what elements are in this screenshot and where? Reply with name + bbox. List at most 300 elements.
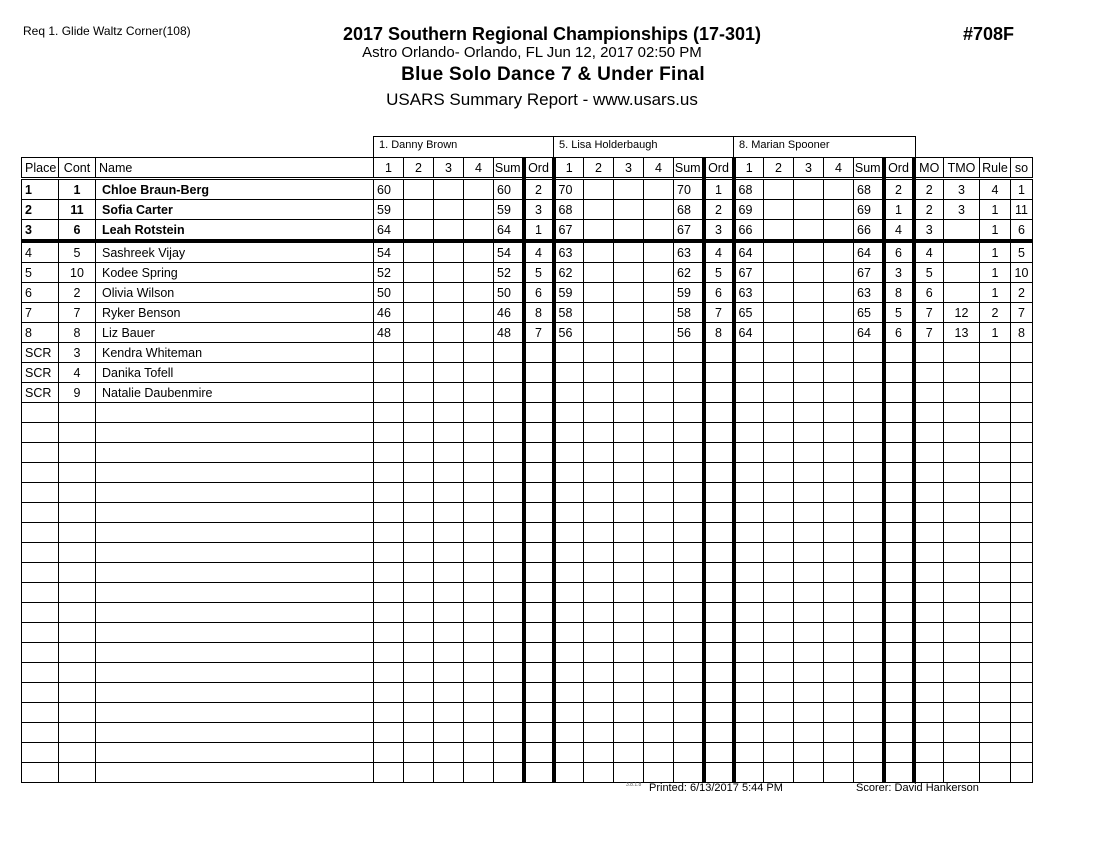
empty-cell (854, 623, 884, 643)
empty-cell (59, 763, 96, 783)
cont-cell: 5 (59, 241, 96, 263)
score-cell (404, 303, 434, 323)
empty-cell (524, 403, 554, 423)
empty-cell (96, 523, 374, 543)
sum-cell (854, 363, 884, 383)
empty-cell (794, 663, 824, 683)
empty-cell (764, 523, 794, 543)
ord-cell: 3 (704, 220, 734, 242)
empty-cell (96, 643, 374, 663)
empty-cell (674, 483, 704, 503)
ord-cell: 1 (524, 220, 554, 242)
ord-cell: 3 (524, 200, 554, 220)
empty-cell (884, 403, 914, 423)
empty-cell (764, 543, 794, 563)
empty-cell (884, 703, 914, 723)
score-cell (434, 343, 464, 363)
rule-cell: 4 (980, 179, 1011, 200)
empty-cell (674, 563, 704, 583)
results-table (21, 157, 1033, 783)
score-cell: 63 (734, 283, 764, 303)
empty-cell (734, 643, 764, 663)
score-cell (554, 383, 584, 403)
empty-cell (96, 483, 374, 503)
empty-cell (1011, 563, 1033, 583)
empty-cell (434, 583, 464, 603)
score-cell: 64 (374, 220, 404, 242)
place-cell: 1 (22, 179, 59, 200)
empty-cell (404, 443, 434, 463)
empty-cell (96, 683, 374, 703)
score-cell: 66 (734, 220, 764, 242)
empty-cell (434, 563, 464, 583)
col-j1-ord: Ord (524, 158, 554, 179)
empty-cell (59, 483, 96, 503)
empty-cell (1011, 703, 1033, 723)
empty-cell (944, 563, 980, 583)
col-j1-4: 4 (464, 158, 494, 179)
score-cell: 58 (554, 303, 584, 323)
score-cell (794, 343, 824, 363)
empty-cell (794, 743, 824, 763)
place-cell: 8 (22, 323, 59, 343)
empty-cell (884, 743, 914, 763)
ord-cell: 1 (884, 200, 914, 220)
so-cell (1011, 383, 1033, 403)
empty-cell (464, 563, 494, 583)
table-row (22, 220, 1033, 242)
empty-cell (22, 583, 59, 603)
empty-cell (980, 663, 1011, 683)
score-cell (764, 303, 794, 323)
empty-cell (674, 623, 704, 643)
empty-cell (554, 403, 584, 423)
score-cell (434, 179, 464, 200)
score-cell (794, 283, 824, 303)
empty-cell (22, 463, 59, 483)
empty-cell (404, 623, 434, 643)
so-cell: 10 (1011, 263, 1033, 283)
empty-cell (944, 763, 980, 783)
empty-cell (524, 483, 554, 503)
empty-cell (674, 643, 704, 663)
sum-cell: 50 (494, 283, 524, 303)
empty-cell (674, 443, 704, 463)
score-cell (824, 383, 854, 403)
ord-cell: 8 (884, 283, 914, 303)
empty-cell (464, 463, 494, 483)
blank-row (22, 443, 1033, 463)
name-cell: Liz Bauer (96, 323, 374, 343)
empty-cell (944, 463, 980, 483)
empty-cell (1011, 523, 1033, 543)
empty-cell (644, 523, 674, 543)
empty-cell (584, 623, 614, 643)
empty-cell (96, 403, 374, 423)
empty-cell (980, 523, 1011, 543)
empty-cell (554, 423, 584, 443)
name-cell: Olivia Wilson (96, 283, 374, 303)
empty-cell (614, 583, 644, 603)
cont-cell: 9 (59, 383, 96, 403)
mo-cell (914, 383, 944, 403)
empty-cell (734, 723, 764, 743)
ord-cell: 6 (884, 323, 914, 343)
empty-cell (794, 563, 824, 583)
score-cell (644, 241, 674, 263)
tmo-cell (944, 241, 980, 263)
empty-cell (464, 623, 494, 643)
empty-cell (914, 743, 944, 763)
score-cell (794, 220, 824, 242)
score-cell (764, 343, 794, 363)
place-cell: 7 (22, 303, 59, 323)
score-cell (764, 323, 794, 343)
ord-cell: 5 (704, 263, 734, 283)
ord-cell: 3 (884, 263, 914, 283)
empty-cell (374, 643, 404, 663)
name-cell: Natalie Daubenmire (96, 383, 374, 403)
empty-cell (404, 403, 434, 423)
empty-cell (734, 483, 764, 503)
empty-cell (914, 763, 944, 783)
place-cell: 5 (22, 263, 59, 283)
score-cell (464, 303, 494, 323)
mo-cell: 7 (914, 303, 944, 323)
empty-cell (704, 763, 734, 783)
empty-cell (980, 443, 1011, 463)
empty-cell (59, 623, 96, 643)
empty-cell (22, 543, 59, 563)
empty-cell (374, 623, 404, 643)
score-cell (644, 363, 674, 383)
empty-cell (524, 663, 554, 683)
cont-cell: 10 (59, 263, 96, 283)
empty-cell (59, 683, 96, 703)
score-cell (824, 241, 854, 263)
empty-cell (824, 703, 854, 723)
empty-cell (854, 483, 884, 503)
empty-cell (824, 483, 854, 503)
empty-cell (374, 683, 404, 703)
col-j2-ord: Ord (704, 158, 734, 179)
empty-cell (434, 703, 464, 723)
col-cont: Cont (59, 158, 96, 179)
score-cell (644, 179, 674, 200)
empty-cell (884, 683, 914, 703)
mo-cell (914, 343, 944, 363)
cont-cell: 11 (59, 200, 96, 220)
empty-cell (884, 603, 914, 623)
empty-cell (674, 523, 704, 543)
table-row (22, 303, 1033, 323)
score-cell (434, 283, 464, 303)
empty-cell (464, 403, 494, 423)
empty-cell (614, 443, 644, 463)
empty-cell (1011, 443, 1033, 463)
score-cell (584, 179, 614, 200)
empty-cell (824, 743, 854, 763)
sum-cell: 64 (854, 241, 884, 263)
table-row (22, 343, 1033, 363)
sum-cell (494, 383, 524, 403)
score-cell (434, 383, 464, 403)
empty-cell (854, 703, 884, 723)
score-cell (794, 383, 824, 403)
cont-cell: 3 (59, 343, 96, 363)
empty-cell (374, 603, 404, 623)
empty-cell (794, 403, 824, 423)
empty-cell (59, 443, 96, 463)
empty-cell (494, 723, 524, 743)
empty-cell (644, 743, 674, 763)
empty-cell (464, 543, 494, 563)
empty-cell (59, 463, 96, 483)
empty-cell (914, 623, 944, 643)
empty-cell (404, 703, 434, 723)
empty-cell (524, 423, 554, 443)
score-cell (794, 200, 824, 220)
ord-cell: 7 (524, 323, 554, 343)
blank-row (22, 423, 1033, 443)
empty-cell (374, 563, 404, 583)
blank-row (22, 543, 1033, 563)
empty-cell (404, 563, 434, 583)
empty-cell (404, 583, 434, 603)
empty-cell (674, 603, 704, 623)
mo-cell: 2 (914, 179, 944, 200)
score-cell (434, 303, 464, 323)
empty-cell (96, 563, 374, 583)
col-j2-2: 2 (584, 158, 614, 179)
empty-cell (434, 463, 464, 483)
empty-cell (434, 623, 464, 643)
empty-cell (1011, 423, 1033, 443)
score-cell (374, 363, 404, 383)
empty-cell (464, 643, 494, 663)
ord-cell (884, 363, 914, 383)
empty-cell (944, 443, 980, 463)
score-cell (584, 383, 614, 403)
empty-cell (914, 563, 944, 583)
empty-cell (1011, 663, 1033, 683)
name-cell: Sashreek Vijay (96, 241, 374, 263)
empty-cell (734, 523, 764, 543)
empty-cell (764, 583, 794, 603)
empty-cell (764, 683, 794, 703)
col-j2-sum: Sum (674, 158, 704, 179)
empty-cell (644, 663, 674, 683)
empty-cell (584, 463, 614, 483)
rule-cell: 1 (980, 323, 1011, 343)
empty-cell (96, 603, 374, 623)
empty-cell (614, 543, 644, 563)
score-cell (464, 343, 494, 363)
ord-cell: 8 (704, 323, 734, 343)
score-cell (824, 363, 854, 383)
empty-cell (884, 523, 914, 543)
empty-cell (884, 463, 914, 483)
score-cell (824, 220, 854, 242)
empty-cell (944, 723, 980, 743)
empty-cell (944, 403, 980, 423)
ord-cell: 4 (524, 241, 554, 263)
score-cell (644, 383, 674, 403)
empty-cell (374, 523, 404, 543)
empty-cell (22, 523, 59, 543)
empty-cell (734, 503, 764, 523)
empty-cell (734, 663, 764, 683)
empty-cell (524, 763, 554, 783)
empty-cell (854, 723, 884, 743)
ord-cell: 2 (524, 179, 554, 200)
empty-cell (554, 503, 584, 523)
ord-cell (884, 383, 914, 403)
empty-cell (914, 703, 944, 723)
score-cell: 63 (554, 241, 584, 263)
col-j2-1: 1 (554, 158, 584, 179)
blank-row (22, 583, 1033, 603)
empty-cell (644, 603, 674, 623)
sum-cell: 56 (674, 323, 704, 343)
empty-cell (434, 763, 464, 783)
empty-cell (704, 723, 734, 743)
empty-cell (96, 703, 374, 723)
empty-cell (614, 463, 644, 483)
empty-cell (734, 583, 764, 603)
score-cell: 59 (554, 283, 584, 303)
empty-cell (464, 603, 494, 623)
empty-cell (794, 523, 824, 543)
empty-cell (764, 463, 794, 483)
cont-cell: 7 (59, 303, 96, 323)
empty-cell (59, 503, 96, 523)
empty-cell (980, 723, 1011, 743)
empty-cell (884, 763, 914, 783)
score-cell (584, 363, 614, 383)
col-j3-sum: Sum (854, 158, 884, 179)
ord-cell: 6 (884, 241, 914, 263)
sum-cell: 67 (674, 220, 704, 242)
col-place: Place (22, 158, 59, 179)
place-cell: SCR (22, 343, 59, 363)
empty-cell (59, 563, 96, 583)
empty-cell (614, 523, 644, 543)
empty-cell (764, 623, 794, 643)
rule-cell (980, 383, 1011, 403)
empty-cell (704, 583, 734, 603)
empty-cell (584, 743, 614, 763)
place-cell: SCR (22, 363, 59, 383)
empty-cell (644, 623, 674, 643)
empty-cell (614, 403, 644, 423)
mo-cell (914, 363, 944, 383)
sum-cell: 65 (854, 303, 884, 323)
empty-cell (584, 583, 614, 603)
score-cell (464, 241, 494, 263)
empty-cell (794, 583, 824, 603)
empty-cell (494, 403, 524, 423)
empty-cell (584, 443, 614, 463)
empty-cell (584, 683, 614, 703)
score-cell (764, 383, 794, 403)
empty-cell (584, 423, 614, 443)
empty-cell (734, 683, 764, 703)
score-cell: 48 (374, 323, 404, 343)
empty-cell (854, 423, 884, 443)
empty-cell (854, 503, 884, 523)
empty-cell (494, 463, 524, 483)
empty-cell (374, 583, 404, 603)
ord-cell: 2 (704, 200, 734, 220)
empty-cell (914, 603, 944, 623)
empty-cell (914, 483, 944, 503)
so-cell: 5 (1011, 241, 1033, 263)
empty-cell (494, 703, 524, 723)
empty-cell (96, 443, 374, 463)
event-name: Blue Solo Dance 7 & Under Final (401, 64, 705, 85)
score-cell (464, 323, 494, 343)
empty-cell (494, 483, 524, 503)
empty-cell (734, 463, 764, 483)
name-cell: Kendra Whiteman (96, 343, 374, 363)
score-cell (764, 179, 794, 200)
so-cell: 11 (1011, 200, 1033, 220)
empty-cell (524, 603, 554, 623)
mo-cell: 6 (914, 283, 944, 303)
empty-cell (824, 583, 854, 603)
empty-cell (644, 403, 674, 423)
empty-cell (22, 663, 59, 683)
empty-cell (434, 643, 464, 663)
score-cell (404, 283, 434, 303)
cont-cell: 4 (59, 363, 96, 383)
score-cell (434, 363, 464, 383)
mo-cell: 5 (914, 263, 944, 283)
rule-cell: 1 (980, 283, 1011, 303)
empty-cell (980, 463, 1011, 483)
ord-cell: 2 (884, 179, 914, 200)
empty-cell (434, 723, 464, 743)
so-cell: 1 (1011, 179, 1033, 200)
sum-cell (494, 363, 524, 383)
col-j1-2: 2 (404, 158, 434, 179)
empty-cell (374, 703, 404, 723)
empty-cell (704, 423, 734, 443)
score-cell (614, 283, 644, 303)
empty-cell (674, 703, 704, 723)
sum-cell (674, 343, 704, 363)
empty-cell (464, 443, 494, 463)
score-cell (614, 303, 644, 323)
sum-cell: 63 (854, 283, 884, 303)
location-datetime: Astro Orlando- Orlando, FL Jun 12, 2017 02:50 PM (362, 44, 702, 61)
empty-cell (22, 503, 59, 523)
score-cell (374, 343, 404, 363)
score-cell: 67 (734, 263, 764, 283)
score-cell (824, 263, 854, 283)
score-cell: 54 (374, 241, 404, 263)
empty-cell (464, 763, 494, 783)
empty-cell (734, 443, 764, 463)
score-cell (584, 343, 614, 363)
empty-cell (884, 723, 914, 743)
blank-row (22, 703, 1033, 723)
empty-cell (644, 423, 674, 443)
score-cell (434, 200, 464, 220)
table-row (22, 200, 1033, 220)
empty-cell (674, 503, 704, 523)
